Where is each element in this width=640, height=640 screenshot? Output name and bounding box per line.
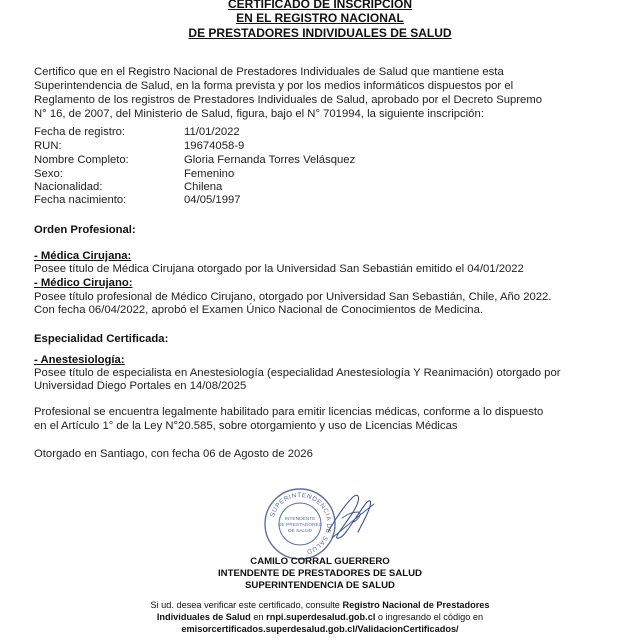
- medico-cirujano-line-1: Posee título profesional de Médico Cirujano, otorgado por Universidad San Sebastián, Chile, Año 2022.: [34, 291, 552, 303]
- footer-line-3: [0, 624, 640, 635]
- handwritten-signature: [322, 488, 382, 550]
- footer-rnpi-link[interactable]: rnpi.superdesalud.gob.cl: [266, 612, 376, 622]
- field-label: Nombre Completo:: [34, 154, 129, 166]
- anestesiologia-line-2: Universidad Diego Portales en 14/08/2025: [34, 380, 247, 392]
- anestesiologia-line-1: Posee título de especialista en Anestesiología (especialidad Anestesiología Y Reanimación) otorgado por: [34, 367, 561, 379]
- especialidad-heading: Especialidad Certificada:: [34, 333, 169, 345]
- medico-cirujano-line-2: Con fecha 06/04/2022, aprobó el Examen Único Nacional de Conocimientos de Medicina.: [34, 304, 484, 316]
- intro-line-2: Superintendencia de Salud, en la forma prevista y por los medios informáticos dispuestos por el: [34, 80, 514, 92]
- seal-center-line-3: DE SALUD: [288, 529, 312, 534]
- field-value: 04/05/1997: [184, 194, 241, 206]
- intro-line-3: Reglamento de los registros de Prestadores Individuales de Salud, aprobado por el Decreto Supremo: [34, 94, 543, 106]
- field-value: Gloria Fernanda Torres Velásquez: [184, 154, 356, 166]
- field-value: 19674058-9: [184, 140, 245, 152]
- orden-heading: Orden Profesional:: [34, 224, 136, 236]
- footer-line-1: [0, 600, 640, 611]
- title-line-1: CERTIFICADO DE INSCRIPCION: [227, 0, 412, 11]
- footer-text: o ingresando el código en: [375, 612, 484, 622]
- seal-center-line-1: INTENDENTE: [284, 517, 316, 522]
- field-value: Femenino: [184, 168, 235, 180]
- title-line-2: EN EL REGISTRO NACIONAL: [236, 11, 404, 25]
- field-value: Chilena: [184, 181, 223, 193]
- footer-registry-name: Registro Nacional de Prestadores: [342, 600, 490, 610]
- footer-registry-name-cont: Individuales de Salud: [156, 612, 251, 622]
- anestesiologia-title: - Anestesiología:: [34, 354, 125, 366]
- medica-cirujana-title: - Médica Cirujana:: [34, 250, 132, 262]
- field-label: Fecha nacimiento:: [34, 194, 127, 206]
- footer-validation-link[interactable]: emisorcertificados.superdesalud.gob.cl/ValidacionCertificados/: [181, 624, 459, 634]
- field-label: Fecha de registro:: [34, 126, 126, 138]
- medica-cirujana-text: Posee título de Médica Cirujana otorgado por la Universidad San Sebastián emitido el 04/01/2022: [34, 263, 524, 275]
- habilitado-line-1: Profesional se encuentra legalmente habilitado para emitir licencias médicas, conforme a lo dispuesto: [34, 406, 544, 418]
- footer-text: en: [250, 612, 267, 622]
- footer-line-2: [0, 612, 640, 623]
- intro-line-4: N° 16, de 2007, del Ministerio de Salud, figura, bajo el N° 701994, la siguiente inscripción:: [34, 108, 484, 120]
- otorgado-line: Otorgado en Santiago, con fecha 06 de Agosto de 2026: [34, 448, 313, 460]
- habilitado-line-2: en el Artículo 1° de la Ley N°20.585, sobre otorgamiento y uso de Licencias Médicas: [34, 420, 458, 432]
- medico-cirujano-title: - Médico Cirujano:: [34, 277, 133, 289]
- seal-ring-text: SUPERINTENDENCIA DE SALUD: [269, 491, 333, 556]
- intro-line-1: Certifico que en el Registro Nacional de Prestadores Individuales de Salud que mantiene esta: [34, 66, 504, 78]
- seal-center-line-2: DE PRESTADORES: [278, 523, 322, 528]
- footer-text: Si ud. desea verificar este certificado, consulte: [150, 600, 343, 610]
- field-label: Sexo:: [34, 168, 63, 180]
- field-label: RUN:: [34, 140, 62, 152]
- signatory-org: SUPERINTENDENCIA DE SALUD: [245, 580, 395, 591]
- field-label: Nacionalidad:: [34, 181, 103, 193]
- signatory-role: INTENDENTE DE PRESTADORES DE SALUD: [218, 568, 422, 579]
- signatory-name: CAMILO CORRAL GUERRERO: [250, 556, 390, 567]
- field-value: 11/01/2022: [184, 126, 240, 138]
- title-line-3: DE PRESTADORES INDIVIDUALES DE SALUD: [188, 26, 452, 40]
